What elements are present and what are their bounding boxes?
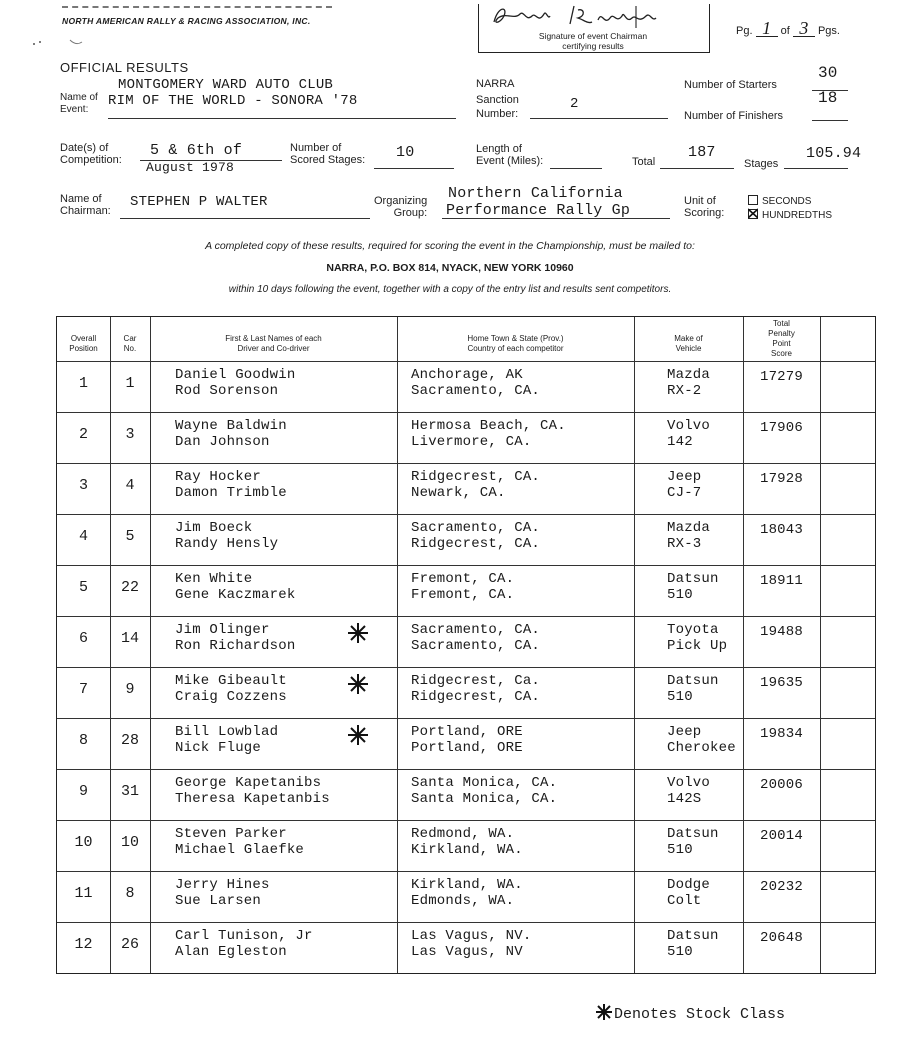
header-text: Country of each competitor xyxy=(467,344,564,353)
driver-hometown: Sacramento, CA. xyxy=(411,520,541,536)
page-label: Pg. xyxy=(736,25,753,37)
car-number: 14 xyxy=(120,630,139,647)
table-row xyxy=(57,871,875,922)
vehicle-model: Colt xyxy=(667,893,702,909)
length-rule xyxy=(550,168,602,169)
table-row xyxy=(57,361,875,412)
header-text: Score xyxy=(771,349,792,358)
unit-label-2: Scoring: xyxy=(684,207,725,219)
header-text: Driver and Co-driver xyxy=(237,344,310,353)
sanction-label xyxy=(476,93,519,121)
driver-name: Ken White xyxy=(175,571,253,587)
penalty-score: 17928 xyxy=(759,471,803,487)
finishers-label: Number of Finishers xyxy=(684,110,784,122)
unit-hundredths-option xyxy=(748,209,832,223)
overall-position: 8 xyxy=(78,732,88,749)
driver-name: Steven Parker xyxy=(175,826,287,842)
driver-name: Jim Boeck xyxy=(175,520,253,536)
vehicle-model: CJ-7 xyxy=(667,485,702,501)
chairman-label-1: Name of xyxy=(60,193,102,205)
header-names xyxy=(150,334,397,354)
length-label-1: Length of xyxy=(476,143,522,155)
vehicle-model: Pick Up xyxy=(667,638,728,654)
codriver-name: Michael Glaefke xyxy=(175,842,305,858)
event-name-line1: MONTGOMERY WARD AUTO CLUB xyxy=(118,77,334,93)
codriver-name: Dan Johnson xyxy=(175,434,270,450)
pgs-label: Pgs. xyxy=(817,25,840,37)
driver-hometown: Anchorage, AK xyxy=(411,367,523,383)
stages-rule xyxy=(784,168,848,169)
event-name-label-2: Event: xyxy=(60,104,89,115)
length-label-2: Event (Miles): xyxy=(476,155,544,167)
stray-marks xyxy=(30,36,90,50)
header-text: No. xyxy=(123,344,137,353)
header-text: Total xyxy=(773,319,790,328)
dates-label-2: Competition: xyxy=(60,154,122,166)
vehicle-make: Volvo xyxy=(667,775,711,791)
dates-label xyxy=(60,142,122,166)
codriver-hometown: Ridgecrest, CA. xyxy=(411,536,541,552)
footnote xyxy=(594,1002,785,1023)
overall-position: 5 xyxy=(78,579,88,596)
vehicle-model: 510 xyxy=(667,842,693,858)
event-name-label-1: Name of xyxy=(60,92,98,103)
header-home-town xyxy=(397,334,634,354)
dates-line1: 5 & 6th of xyxy=(150,142,243,159)
vehicle-make: Datsun xyxy=(667,673,719,689)
driver-hometown: Las Vagus, NV. xyxy=(411,928,532,944)
driver-hometown: Portland, ORE xyxy=(411,724,523,740)
header-car-number xyxy=(110,334,150,354)
stage-miles: 105.94 xyxy=(806,145,862,162)
penalty-score: 19488 xyxy=(759,624,803,640)
penalty-score: 17279 xyxy=(759,369,803,385)
vehicle-make: Jeep xyxy=(667,469,702,485)
codriver-hometown: Las Vagus, NV xyxy=(411,944,523,960)
scored-stages-value: 10 xyxy=(396,144,415,161)
page-count xyxy=(736,20,840,37)
narra-label: NARRA xyxy=(476,78,515,90)
overall-position: 6 xyxy=(78,630,88,647)
vehicle-make: Toyota xyxy=(667,622,719,638)
codriver-name: Nick Fluge xyxy=(175,740,262,756)
scored-stages-rule xyxy=(374,168,454,169)
vehicle-make: Volvo xyxy=(667,418,711,434)
table-row xyxy=(57,718,875,769)
results-table xyxy=(56,316,876,974)
codriver-hometown: Newark, CA. xyxy=(411,485,506,501)
org-name-line2: Performance Rally Gp xyxy=(446,202,631,219)
total-rule xyxy=(660,168,734,169)
signature-caption-line2: certifying results xyxy=(562,41,624,51)
car-number: 28 xyxy=(120,732,139,749)
chairman-label-2: Chairman: xyxy=(60,205,111,217)
codriver-name: Craig Cozzens xyxy=(175,689,287,705)
table-row xyxy=(57,769,875,820)
table-row xyxy=(57,922,875,973)
overall-position: 12 xyxy=(74,936,93,953)
driver-name: Ray Hocker xyxy=(175,469,262,485)
codriver-name: Alan Egleston xyxy=(175,944,287,960)
page-total: 3 xyxy=(793,20,815,37)
driver-name: Mike Gibeault xyxy=(175,673,287,689)
total-miles: 187 xyxy=(688,144,716,161)
org-label-1: Organizing xyxy=(374,195,428,207)
codriver-hometown: Portland, ORE xyxy=(411,740,523,756)
car-number: 8 xyxy=(125,885,135,902)
overall-position: 7 xyxy=(78,681,88,698)
signature-caption xyxy=(480,31,706,51)
penalty-score: 18043 xyxy=(759,522,803,538)
driver-name: Jerry Hines xyxy=(175,877,270,893)
vehicle-make: Datsun xyxy=(667,826,719,842)
car-number: 9 xyxy=(125,681,135,698)
codriver-name: Rod Sorenson xyxy=(175,383,279,399)
codriver-name: Gene Kaczmarek xyxy=(175,587,296,603)
car-number: 10 xyxy=(120,834,139,851)
official-results-title: OFFICIAL RESULTS xyxy=(60,60,189,75)
driver-name: Wayne Baldwin xyxy=(175,418,287,434)
car-number: 5 xyxy=(125,528,135,545)
org-label xyxy=(374,195,427,219)
header-text: Point xyxy=(772,339,791,348)
penalty-score: 20014 xyxy=(759,828,803,844)
scored-stages-label xyxy=(290,142,365,166)
notice-line1: A completed copy of these results, required for scoring the event in the Championship, must be mailed to: xyxy=(205,240,695,252)
unit-hundredths-label: HUNDREDTHS xyxy=(762,210,832,221)
table-row xyxy=(57,412,875,463)
event-name-line2: RIM OF THE WORLD - SONORA '78 xyxy=(108,93,358,109)
header-text: Car xyxy=(123,334,137,343)
driver-hometown: Fremont, CA. xyxy=(411,571,515,587)
footnote-text: Denotes Stock Class xyxy=(614,1006,786,1023)
header-text: Make of xyxy=(674,334,703,343)
vehicle-make: Datsun xyxy=(667,571,719,587)
penalty-score: 19635 xyxy=(759,675,803,691)
driver-hometown: Kirkland, WA. xyxy=(411,877,523,893)
org-name-line1: Northern California xyxy=(448,185,623,202)
sanction-label-2: Number: xyxy=(476,108,519,120)
codriver-name: Randy Hensly xyxy=(175,536,279,552)
notice-line3: within 10 days following the event, together with a copy of the entry list and results sent competitors. xyxy=(228,284,672,295)
overall-position: 11 xyxy=(74,885,93,902)
penalty-score: 19834 xyxy=(759,726,803,742)
of-label: of xyxy=(780,25,790,37)
vehicle-make: Mazda xyxy=(667,520,711,536)
car-number: 4 xyxy=(125,477,135,494)
event-name-label xyxy=(60,92,98,116)
table-row xyxy=(57,514,875,565)
penalty-score: 18911 xyxy=(759,573,803,589)
codriver-name: Theresa Kapetanbis xyxy=(175,791,330,807)
chairman-rule xyxy=(120,218,370,219)
vehicle-make: Datsun xyxy=(667,928,719,944)
overall-position: 4 xyxy=(78,528,88,545)
car-number: 1 xyxy=(125,375,135,392)
stock-class-asterisk-icon xyxy=(347,622,369,644)
sanction-rule xyxy=(530,118,668,119)
driver-hometown: Ridgecrest, CA. xyxy=(411,469,541,485)
codriver-name: Sue Larsen xyxy=(175,893,262,909)
vehicle-model: 142S xyxy=(667,791,702,807)
vehicle-model: 510 xyxy=(667,944,693,960)
unit-seconds-label: SECONDS xyxy=(762,196,812,207)
header-text: Penalty xyxy=(768,329,795,338)
car-number: 3 xyxy=(125,426,135,443)
chairman-name: STEPHEN P WALTER xyxy=(130,194,268,210)
scored-label-2: Scored Stages: xyxy=(290,154,366,166)
overall-position: 2 xyxy=(78,426,88,443)
driver-name: Jim Olinger xyxy=(175,622,270,638)
header-text: Vehicle xyxy=(675,344,702,353)
codriver-hometown: Kirkland, WA. xyxy=(411,842,523,858)
sanction-number: 2 xyxy=(570,96,579,112)
page-number: 1 xyxy=(756,20,778,37)
codriver-hometown: Fremont, CA. xyxy=(411,587,515,603)
total-label: Total xyxy=(632,156,656,168)
driver-hometown: Redmond, WA. xyxy=(411,826,515,842)
codriver-hometown: Ridgecrest, CA. xyxy=(411,689,541,705)
sanction-label-1: Sanction xyxy=(476,94,519,106)
starters-label: Number of Starters xyxy=(684,79,777,91)
stock-class-asterisk-icon xyxy=(347,724,369,746)
checkbox-checked-icon xyxy=(748,209,758,219)
org-label-2: Group: xyxy=(393,207,428,219)
dates-label-1: Date(s) of xyxy=(60,142,109,154)
driver-hometown: Santa Monica, CA. xyxy=(411,775,558,791)
vehicle-model: 142 xyxy=(667,434,693,450)
table-row xyxy=(57,667,875,718)
codriver-name: Ron Richardson xyxy=(175,638,296,654)
header-overall-position xyxy=(57,334,110,354)
finishers-value: 18 xyxy=(818,89,838,107)
association-name: NORTH AMERICAN RALLY & RACING ASSOCIATION, INC. xyxy=(62,16,311,26)
dates-line2: August 1978 xyxy=(146,160,235,175)
table-row xyxy=(57,463,875,514)
unit-seconds-option xyxy=(748,195,832,209)
scored-label-1: Number of xyxy=(290,142,342,154)
length-label xyxy=(476,143,543,167)
stages-label: Stages xyxy=(744,158,779,170)
codriver-hometown: Sacramento, CA. xyxy=(411,638,541,654)
chairman-label xyxy=(60,193,111,217)
car-number: 31 xyxy=(120,783,139,800)
vehicle-model: 510 xyxy=(667,587,693,603)
signature-caption-line1: Signature of event Chairman xyxy=(538,31,648,41)
driver-hometown: Ridgecrest, Ca. xyxy=(411,673,541,689)
driver-name: Daniel Goodwin xyxy=(175,367,296,383)
overall-position: 10 xyxy=(74,834,93,851)
chairman-signature xyxy=(486,2,676,32)
vehicle-model: Cherokee xyxy=(667,740,736,756)
table-row xyxy=(57,565,875,616)
overall-position: 3 xyxy=(78,477,88,494)
header-rule xyxy=(62,6,332,8)
header-text: First & Last Names of each xyxy=(225,334,322,343)
header-score xyxy=(743,319,820,359)
stock-class-asterisk-icon xyxy=(347,673,369,695)
penalty-score: 20006 xyxy=(759,777,803,793)
overall-position: 1 xyxy=(78,375,88,392)
driver-hometown: Hermosa Beach, CA. xyxy=(411,418,566,434)
codriver-hometown: Edmonds, WA. xyxy=(411,893,515,909)
vehicle-model: RX-3 xyxy=(667,536,702,552)
overall-position: 9 xyxy=(78,783,88,800)
driver-name: Carl Tunison, Jr xyxy=(175,928,313,944)
unit-label xyxy=(684,195,724,219)
codriver-hometown: Livermore, CA. xyxy=(411,434,532,450)
penalty-score: 17906 xyxy=(759,420,803,436)
driver-name: Bill Lowblad xyxy=(175,724,279,740)
header-make xyxy=(634,334,743,354)
penalty-score: 20232 xyxy=(759,879,803,895)
driver-hometown: Sacramento, CA. xyxy=(411,622,541,638)
codriver-hometown: Santa Monica, CA. xyxy=(411,791,558,807)
dates-rule xyxy=(140,160,282,161)
driver-name: George Kapetanibs xyxy=(175,775,322,791)
table-row xyxy=(57,616,875,667)
starters-value: 30 xyxy=(818,64,838,82)
header-text: Overall xyxy=(70,334,97,343)
unit-options xyxy=(748,195,832,223)
codriver-hometown: Sacramento, CA. xyxy=(411,383,541,399)
car-number: 26 xyxy=(120,936,139,953)
vehicle-make: Dodge xyxy=(667,877,711,893)
table-row xyxy=(57,820,875,871)
checkbox-empty-icon xyxy=(748,195,758,205)
header-text: Home Town & State (Prov.) xyxy=(467,334,564,343)
asterisk-icon xyxy=(594,1002,614,1022)
car-number: 22 xyxy=(120,579,139,596)
vehicle-make: Mazda xyxy=(667,367,711,383)
penalty-score: 20648 xyxy=(759,930,803,946)
header-text: Position xyxy=(69,344,98,353)
unit-label-1: Unit of xyxy=(684,195,716,207)
notice-address: NARRA, P.O. BOX 814, NYACK, NEW YORK 10960 xyxy=(326,262,574,274)
codriver-name: Damon Trimble xyxy=(175,485,287,501)
vehicle-model: 510 xyxy=(667,689,693,705)
vehicle-make: Jeep xyxy=(667,724,702,740)
event-name-rule xyxy=(108,118,456,119)
finishers-rule xyxy=(812,120,848,121)
vehicle-model: RX-2 xyxy=(667,383,702,399)
